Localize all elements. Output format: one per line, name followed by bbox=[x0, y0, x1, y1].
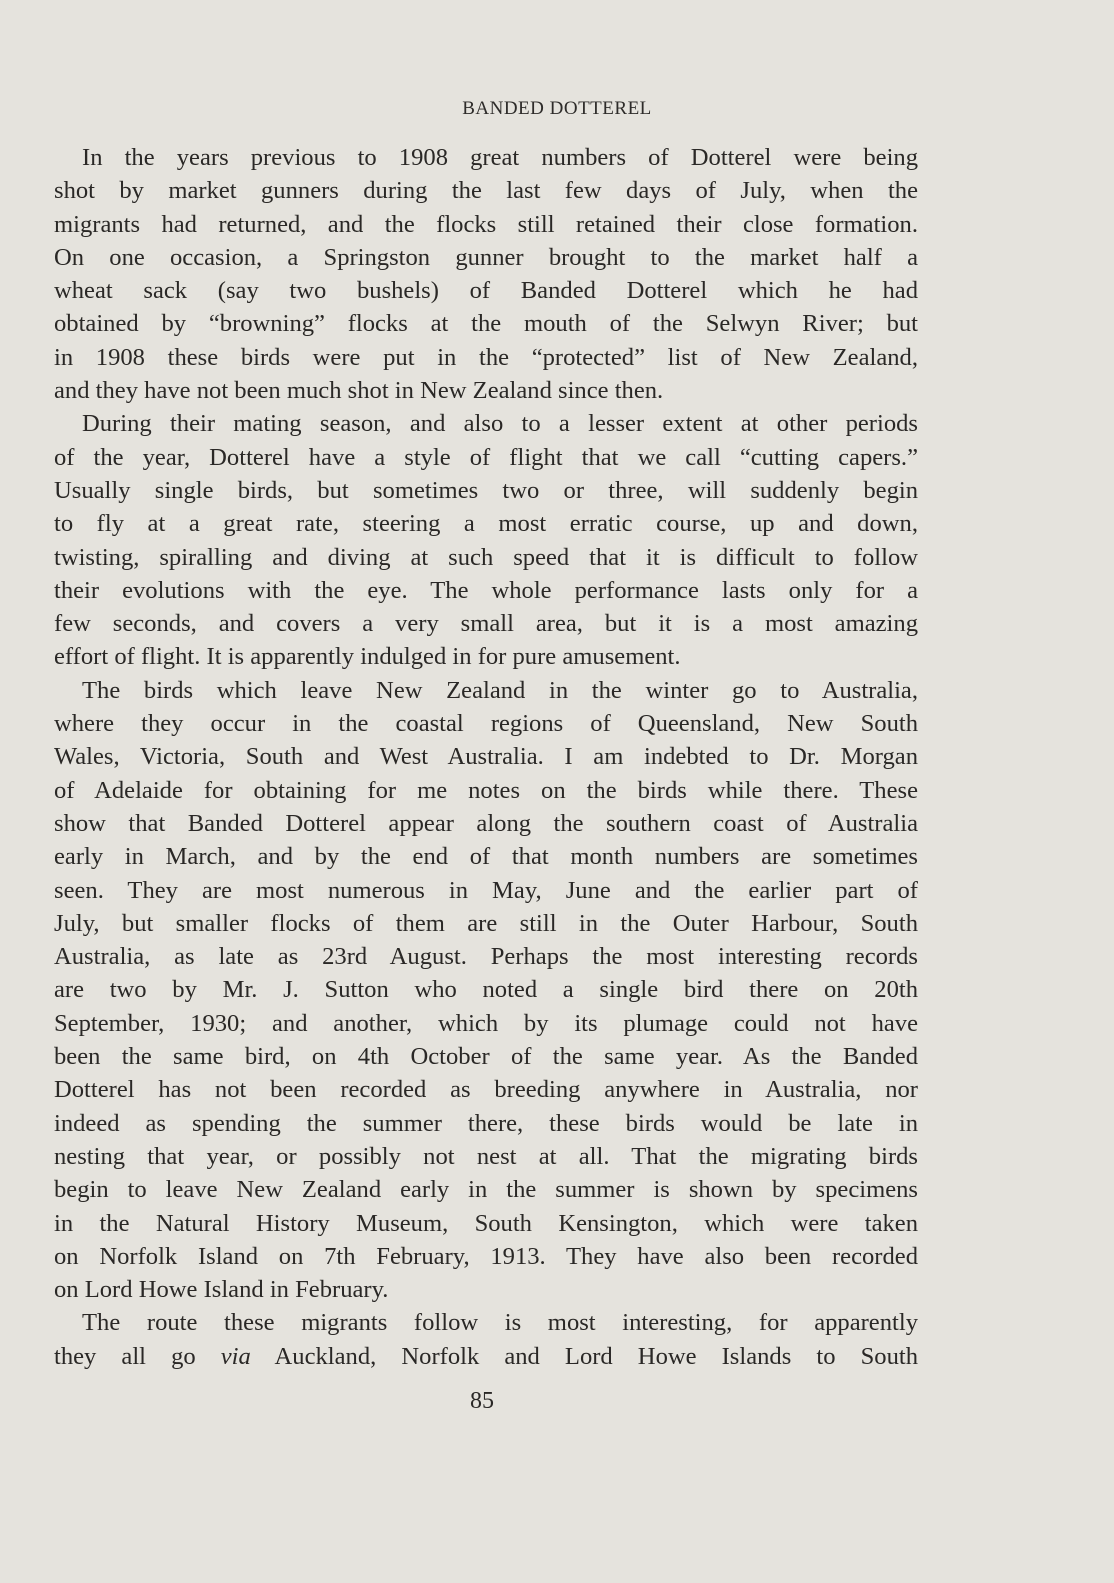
text-line: begin to leave New Zealand early in the summer is shown by specimens bbox=[54, 1176, 918, 1204]
text-line: obtained by “browning” flocks at the mouth of the Selwyn River; but bbox=[54, 310, 918, 338]
text-line: In the years previous to 1908 great numbers of Dotterel were being bbox=[82, 144, 918, 171]
text-line: on Norfolk Island on 7th February, 1913. They have also been recorded bbox=[54, 1242, 918, 1270]
text-line: where they occur in the coastal regions of Queensland, New South bbox=[54, 710, 918, 738]
text-line: early in March, and by the end of that month numbers are sometimes bbox=[54, 843, 918, 871]
text-line: to fly at a great rate, steering a most erratic course, up and down, bbox=[54, 510, 918, 538]
text-line: few seconds, and covers a very small area, but it is a most amazing bbox=[54, 610, 918, 638]
text-line: During their mating season, and also to a lesser extent at other periods bbox=[82, 410, 918, 438]
text-line: The route these migrants follow is most interesting, for apparently bbox=[82, 1309, 918, 1337]
paragraph-4 bbox=[54, 1306, 918, 1373]
text-line: Usually single birds, but sometimes two or three, will suddenly begin bbox=[54, 476, 918, 504]
page-number: 85 bbox=[470, 1388, 494, 1414]
text-line: and they have not been much shot in New Zealand since then. bbox=[54, 377, 664, 405]
text-line: migrants had returned, and the flocks still retained their close formation. bbox=[54, 210, 918, 238]
text-line: On one occasion, a Springston gunner brought to the market half a bbox=[54, 243, 918, 271]
text-line: of Adelaide for obtaining for me notes on the birds while there. These bbox=[54, 776, 918, 804]
text-line: twisting, spiralling and diving at such speed that it is difficult to follow bbox=[54, 543, 918, 571]
text-line: Australia, as late as 23rd August. Perhaps the most interesting records bbox=[54, 943, 918, 971]
paragraph-2 bbox=[54, 407, 918, 673]
text-line: in the Natural History Museum, South Kensington, which were taken bbox=[54, 1209, 918, 1237]
text-line: September, 1930; and another, which by its plumage could not have bbox=[54, 1009, 918, 1037]
running-head: BANDED DOTTEREL bbox=[462, 98, 652, 119]
text-line: July, but smaller flocks of them are still in the Outer Harbour, South bbox=[54, 909, 918, 937]
paragraph-3 bbox=[54, 674, 918, 1307]
text-line: show that Banded Dotterel appear along the southern coast of Australia bbox=[54, 809, 918, 837]
text-line: Wales, Victoria, South and West Australia. I am indebted to Dr. Morgan bbox=[54, 743, 918, 771]
text-line: seen. They are most numerous in May, June and the earlier part of bbox=[54, 876, 918, 904]
text-line: of the year, Dotterel have a style of flight that we call “cutting capers.” bbox=[54, 443, 918, 471]
paragraph-1 bbox=[54, 141, 918, 407]
body-text bbox=[54, 141, 918, 1373]
text-line: their evolutions with the eye. The whole performance lasts only for a bbox=[54, 576, 918, 604]
text-line: Dotterel has not been recorded as breeding anywhere in Australia, nor bbox=[54, 1076, 918, 1104]
text-line: indeed as spending the summer there, these birds would be late in bbox=[54, 1109, 918, 1137]
text-line: been the same bird, on 4th October of the same year. As the Banded bbox=[54, 1043, 918, 1071]
italic-word: via bbox=[220, 1342, 251, 1370]
text-line: wheat sack (say two bushels) of Banded Dotterel which he had bbox=[54, 277, 918, 305]
text-line: on Lord Howe Island in February. bbox=[54, 1276, 389, 1304]
text-line: nesting that year, or possibly not nest at all. That the migrating birds bbox=[54, 1142, 918, 1170]
text-line: effort of flight. It is apparently indulged in for pure amusement. bbox=[54, 643, 681, 671]
text-line: are two by Mr. J. Sutton who noted a single bird there on 20th bbox=[54, 976, 918, 1004]
text-line: in 1908 these birds were put in the “protected” list of New Zealand, bbox=[54, 343, 918, 371]
text-line: The birds which leave New Zealand in the winter go to Australia, bbox=[82, 676, 918, 704]
text-line-with-italic: they all go via Auckland, Norfolk and Lord Howe Islands to South bbox=[54, 1342, 918, 1370]
text-line: shot by market gunners during the last few days of July, when the bbox=[54, 177, 918, 205]
